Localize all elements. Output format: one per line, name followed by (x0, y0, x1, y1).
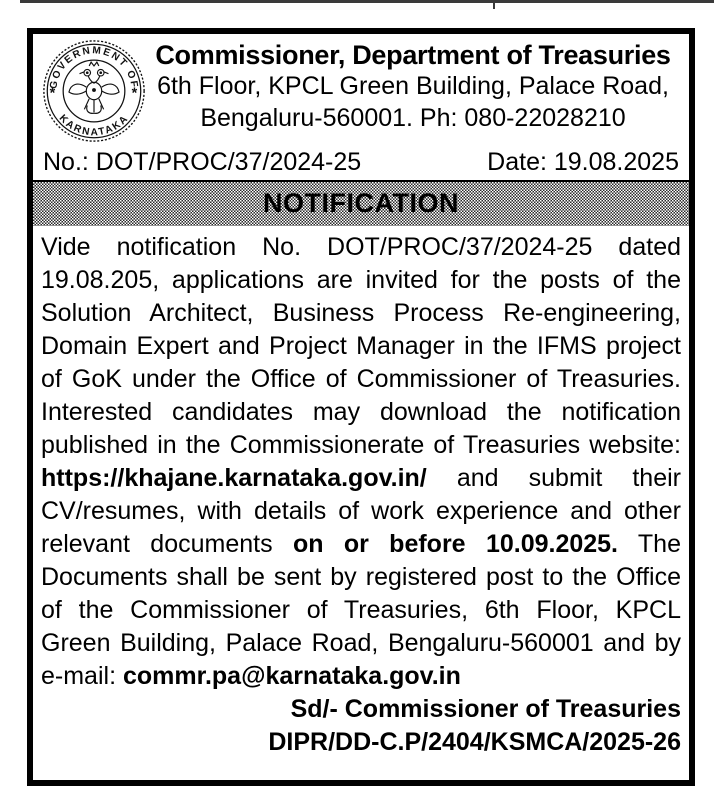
notification-body (33, 226, 689, 693)
signature-block (33, 693, 689, 759)
notification-date: Date: 19.08.2025 (487, 148, 679, 176)
column-divider-tick (493, 0, 495, 9)
notification-title: NOTIFICATION (263, 188, 459, 219)
org-address-line1: 6th Floor, KPCL Green Building, Palace Road, (157, 72, 669, 101)
body-segment: The Documents shall be sent by registered post to the Office of the Commissioner of Treasuries, 6th Floor, KPCL Green Building, Palace Road, Bengaluru-560001 and by e-mail: (41, 530, 681, 691)
org-address-line2: Bengaluru-560001. Ph: 080-22028210 (200, 104, 626, 133)
letterhead (33, 34, 689, 144)
org-name: Commissioner, Department of Treasuries (155, 40, 671, 70)
signed-by: Sd/- Commissioner of Treasuries (290, 695, 681, 724)
dipr-reference: DIPR/DD-C.P/2404/KSMCA/2025-26 (268, 728, 681, 757)
letterhead-text (137, 40, 689, 135)
notification-number: No.: DOT/PROC/37/2024-25 (43, 148, 362, 176)
website-url: https://khajane.karnataka.gov.in/ (41, 464, 427, 493)
page-top-rule (20, 0, 714, 3)
seal-left-star-icon: * (49, 85, 56, 102)
reference-row (33, 144, 689, 180)
seal-top-text: GOVERNMENT OF (48, 45, 140, 90)
notification-title-band (33, 180, 689, 226)
notification-advert-box (27, 28, 695, 786)
deadline-text: on or before 10.09.2025. (292, 530, 619, 559)
body-segment: Vide notification No. DOT/PROC/37/2024-25 dated 19.08.205, applications are invited for the posts of the Solution Architect, Business Process Re-engineering, Domain Expert and Project Manager in the IFMS project of GoK under the Office of Commissioner of Treasuries. Interested candidates may download the notification published in the Commissionerate of Treasuries website: (41, 233, 681, 460)
government-of-karnataka-seal-icon (41, 38, 147, 144)
email-address: commr.pa@karnataka.gov.in (122, 662, 461, 691)
seal-right-star-icon: * (131, 85, 138, 102)
seal-bottom-text: KARNATAKA (56, 112, 132, 139)
body-segment: and submit their CV/resumes, with details of work experience and other relevant documents (41, 464, 681, 559)
